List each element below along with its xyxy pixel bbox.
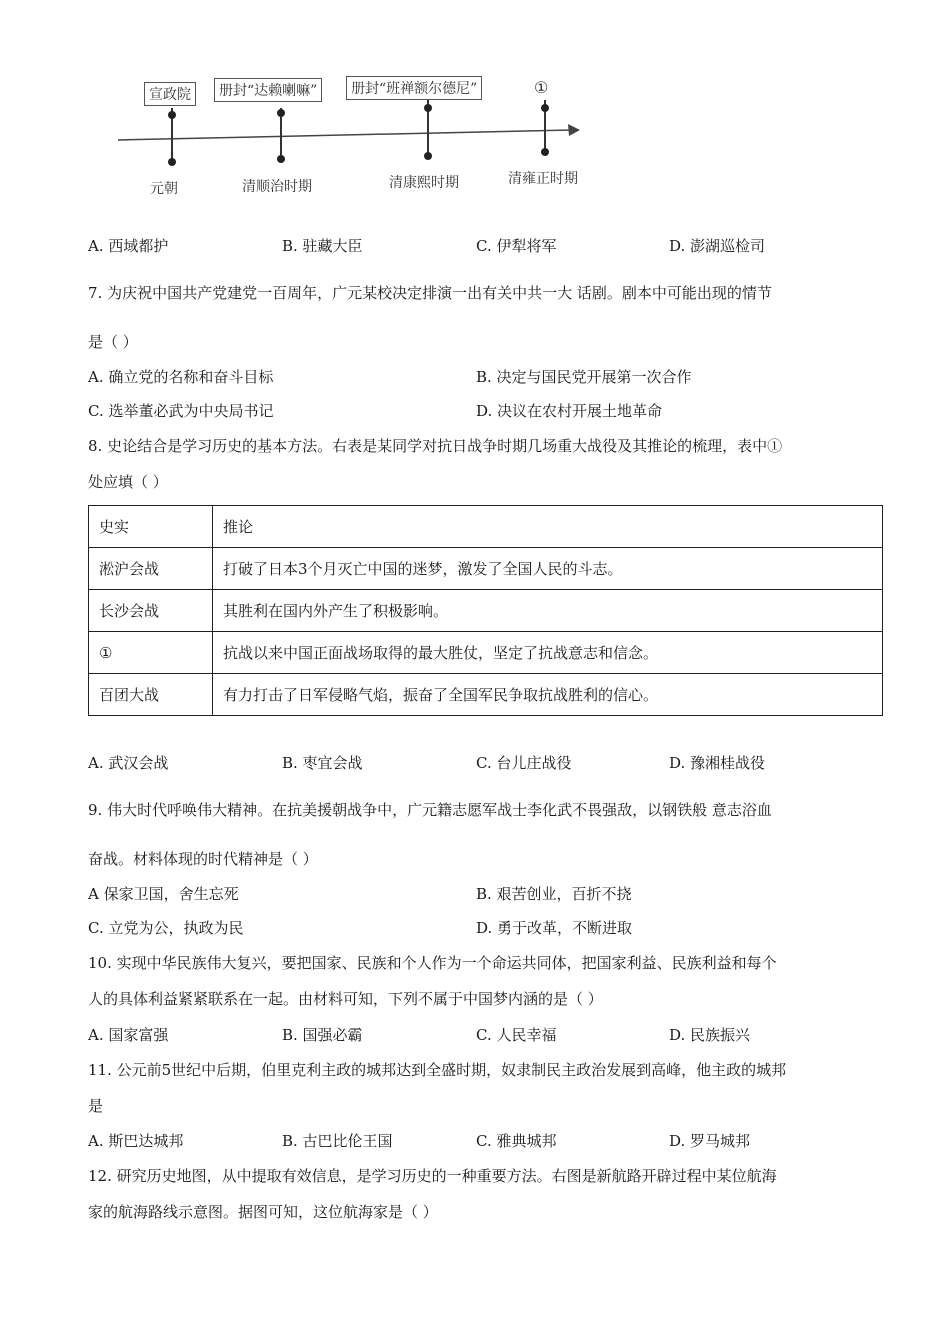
q10-option-b: B. 国强必霸 [282,1026,363,1044]
q9-stem-line1: 9. 伟大时代呼唤伟大精神。在抗美援朝战争中，广元籍志愿军战士李化武不畏强敌，以钢铁般 意志浴血 [88,801,772,819]
q7-stem-line1: 7. 为庆祝中国共产党建党一百周年，广元某校决定排演一出有关中共一大 话剧。剧本中可能出现的情节 [88,284,772,302]
table-cell: 淞沪会战 [89,548,213,590]
q11-option-c: C. 雅典城邦 [476,1132,557,1150]
q7-option-b: B. 决定与国民党开展第一次合作 [476,368,692,386]
timeline-period-4: 清雍正时期 [508,171,578,187]
timeline-axis [118,130,572,140]
q8-option-b: B. 枣宜会战 [282,754,363,772]
table-row [89,632,883,674]
table-row [89,506,883,548]
q12-stem-line1: 12. 研究历史地图，从中提取有效信息，是学习历史的一种重要方法。右图是新航路开辟过程中某位航海 [88,1167,777,1185]
q10-option-c: C. 人民幸福 [476,1026,557,1044]
q11-option-a: A. 斯巴达城邦 [88,1132,184,1150]
timeline-box-3: 册封“班禅额尔德尼” [346,76,482,100]
timeline-figure [110,70,600,205]
table-cell: ① [89,632,213,674]
q9-option-d: D. 勇于改革，不断进取 [476,919,633,937]
q8-table [88,505,883,716]
timeline-period-1: 元朝 [150,181,178,197]
q6-option-d: D. 澎湖巡检司 [669,237,766,255]
timeline-box-4: ① [534,78,549,97]
q11-stem-line2: 是 [88,1097,104,1115]
q9-option-c: C. 立党为公，执政为民 [88,919,244,937]
table-cell: 有力打击了日军侵略气焰，振奋了全国军民争取抗战胜利的信心。 [213,674,883,716]
q7-option-a: A. 确立党的名称和奋斗目标 [88,368,274,386]
q9-option-b: B. 艰苦创业，百折不挠 [476,885,632,903]
q8-stem-line1: 8. 史论结合是学习历史的基本方法。右表是某同学对抗日战争时期几场重大战役及其推论的梳理，表中① [88,437,783,455]
table-row [89,548,883,590]
q7-option-c: C. 选举董必武为中央局书记 [88,402,274,420]
q7-stem-line2: 是（ ） [88,333,138,351]
table-cell: 其胜利在国内外产生了积极影响。 [213,590,883,632]
q10-stem-line2: 人的具体利益紧紧联系在一起。由材料可知，下列不属于中国梦内涵的是（ ） [88,990,603,1008]
table-header-cell: 史实 [89,506,213,548]
q6-option-a: A. 西域都护 [88,237,169,255]
table-cell: 抗战以来中国正面战场取得的最大胜仗，坚定了抗战意志和信念。 [213,632,883,674]
q11-option-b: B. 古巴比伦王国 [282,1132,393,1150]
timeline-box-1: 宣政院 [144,82,196,106]
q9-stem-line2: 奋战。材料体现的时代精神是（ ） [88,850,318,868]
timeline-box-2: 册封“达赖喇嘛” [214,78,322,102]
q6-option-c: C. 伊犁将军 [476,237,557,255]
table-row [89,590,883,632]
q11-option-d: D. 罗马城邦 [669,1132,751,1150]
q10-option-d: D. 民族振兴 [669,1026,751,1044]
q8-option-a: A. 武汉会战 [88,754,169,772]
timeline-period-3: 清康熙时期 [389,175,459,191]
q7-option-d: D. 决议在农村开展土地革命 [476,402,663,420]
table-row [89,674,883,716]
q8-option-c: C. 台儿庄战役 [476,754,572,772]
q6-option-b: B. 驻藏大臣 [282,237,363,255]
table-cell: 打破了日本3个月灭亡中国的迷梦，激发了全国人民的斗志。 [213,548,883,590]
q10-option-a: A. 国家富强 [88,1026,169,1044]
table-cell: 百团大战 [89,674,213,716]
table-header-cell: 推论 [213,506,883,548]
q8-option-d: D. 豫湘桂战役 [669,754,766,772]
q10-stem-line1: 10. 实现中华民族伟大复兴，要把国家、民族和个人作为一个命运共同体，把国家利益、民族利益和每个 [88,954,777,972]
table-cell: 长沙会战 [89,590,213,632]
timeline-period-2: 清顺治时期 [242,179,312,195]
q9-option-a: A 保家卫国，舍生忘死 [88,885,239,903]
q8-stem-line2: 处应填（ ） [88,473,168,491]
q11-stem-line1: 11. 公元前5世纪中后期，伯里克利主政的城邦达到全盛时期，奴隶制民主政治发展到高峰，他主政的城邦 [88,1061,787,1079]
q12-stem-line2: 家的航海路线示意图。据图可知，这位航海家是（ ） [88,1203,438,1221]
timeline-arrow-icon [568,124,580,136]
